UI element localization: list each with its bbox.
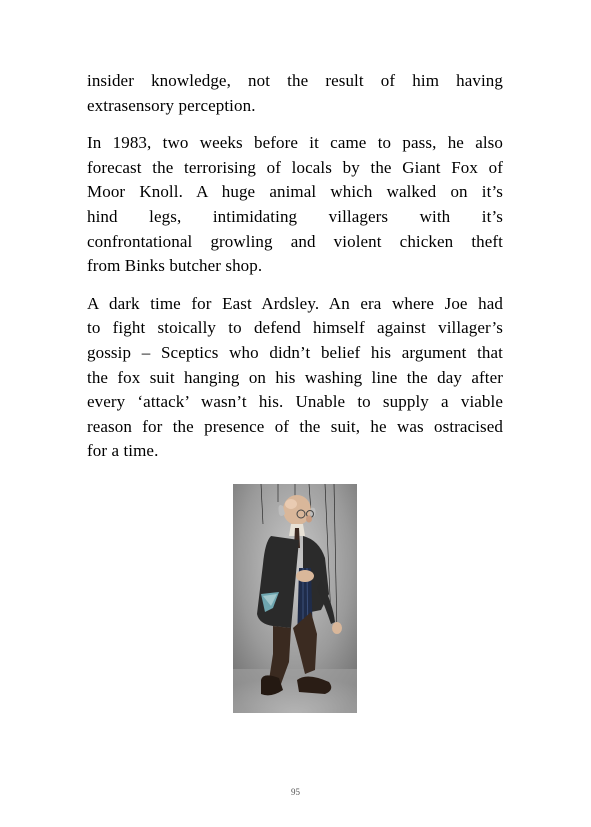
body-text xyxy=(87,69,503,477)
text-line: reason for the presence of the suit, he was ostracised xyxy=(87,416,503,436)
paragraph-3 xyxy=(87,292,503,464)
marionette-illustration xyxy=(233,484,357,713)
text-line: In 1983, two weeks before it came to pass, he also xyxy=(87,133,503,153)
text-line: from Binks butcher shop. xyxy=(87,256,263,276)
text-line: A dark time for East Ardsley. An era where Joe had xyxy=(87,293,503,313)
paragraph-1 xyxy=(87,69,503,118)
paragraph-2 xyxy=(87,131,503,279)
text-line: the fox suit hanging on his washing line the day after xyxy=(87,367,503,387)
text-line: hind legs, intimidating villagers with it’s xyxy=(87,206,503,226)
text-line: to fight stoically to defend himself against villager’s xyxy=(87,318,503,338)
text-line: every ‘attack’ wasn’t his. Unable to supply a viable xyxy=(87,392,503,412)
text-line: extrasensory perception. xyxy=(87,95,256,115)
text-line: insider knowledge, not the result of him having xyxy=(87,71,503,90)
text-line: confrontational growling and violent chicken theft xyxy=(87,231,503,251)
page-number: 95 xyxy=(291,787,300,797)
text-line: for a time. xyxy=(87,441,159,461)
text-line: gossip – Sceptics who didn’t belief his argument that xyxy=(87,342,503,362)
text-line: forecast the terrorising of locals by the Giant Fox of xyxy=(87,157,503,177)
marionette-photo xyxy=(233,484,357,713)
text-line: Moor Knoll. A huge animal which walked on it’s xyxy=(87,182,503,202)
